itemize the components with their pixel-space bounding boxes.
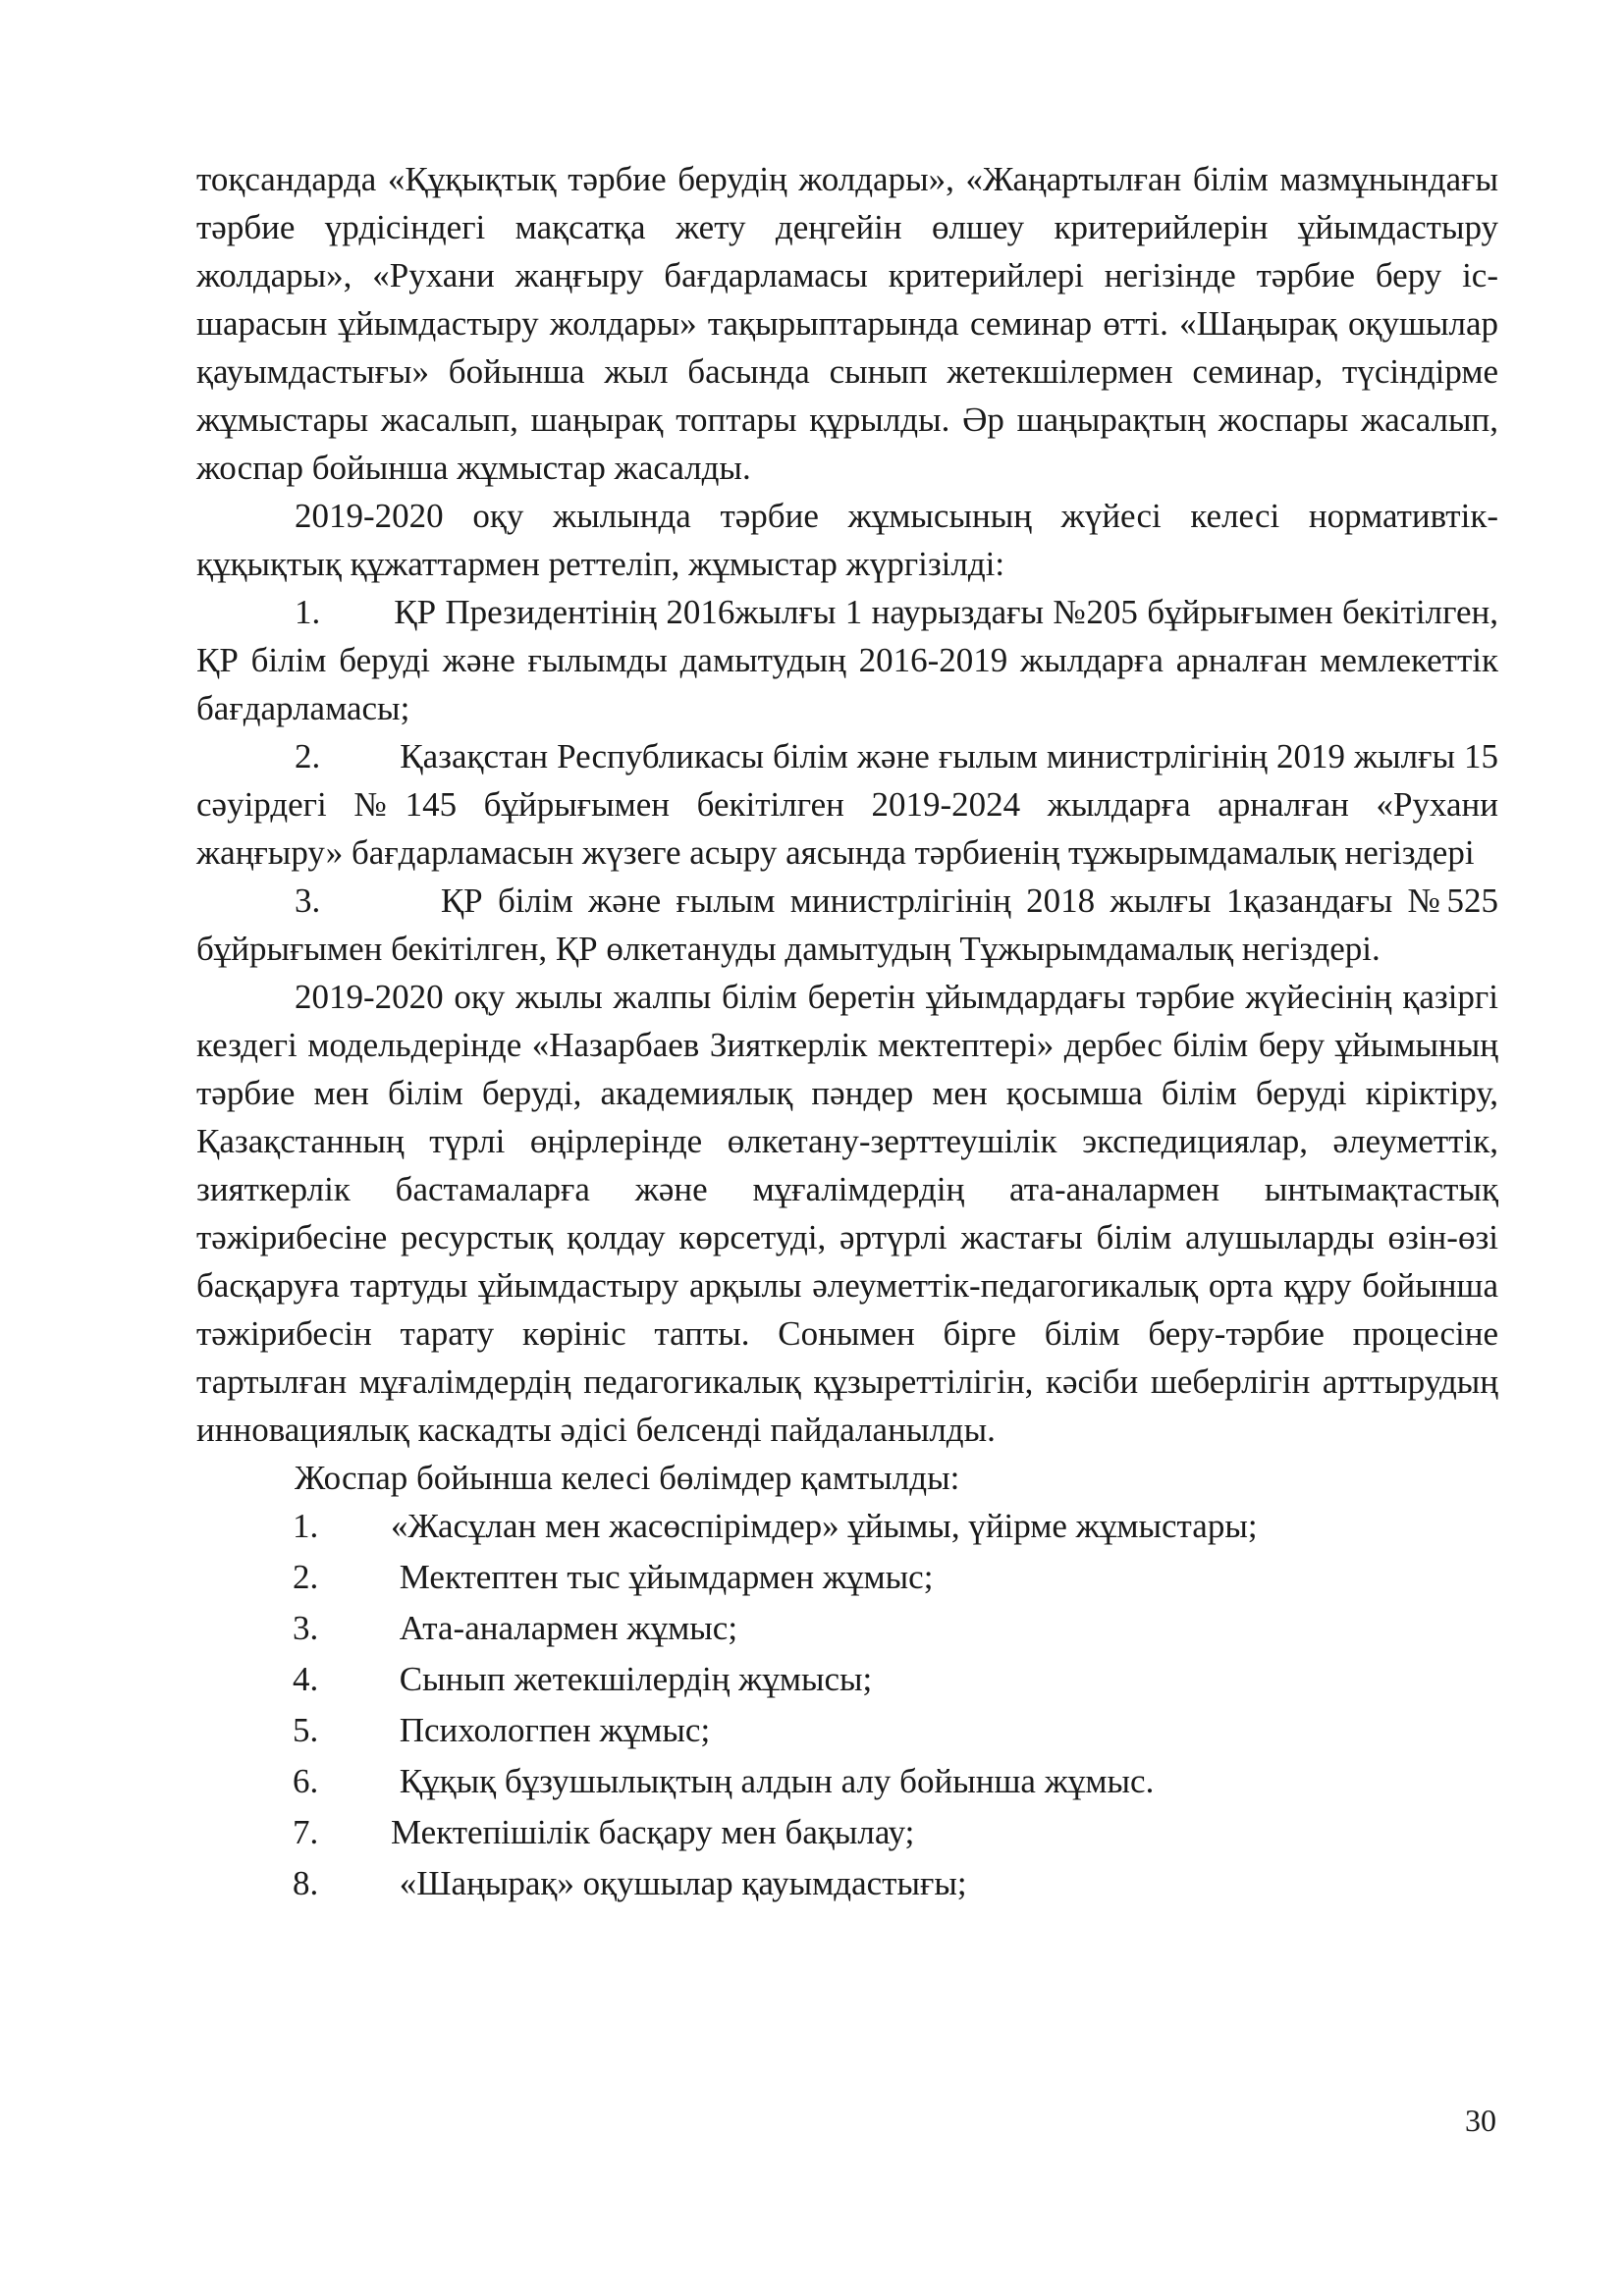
list-item-number: 7.: [293, 1813, 319, 1851]
list-item-text: Ата-аналармен жұмыс;: [391, 1609, 738, 1647]
list-item-text: Құқық бұзушылықтың алдын алу бойынша жұмыс.: [391, 1762, 1155, 1800]
paragraph-plan-intro: Жоспар бойынша келесі бөлімдер қамтылды:: [295, 1459, 960, 1497]
list-item: [196, 1757, 1498, 1805]
list-item-text: Сынып жетекшілердің жұмысы;: [391, 1660, 873, 1698]
list-item-text: Мектепішілік басқару мен бақылау;: [391, 1813, 915, 1851]
paragraph-regulation-1: 1. ҚР Президентінің 2016жылғы 1 наурыздағы №205 бұйрығымен бекітілген, ҚР білім беруді және ғылымды дамытудың 2016-2019 жылдарға арналған мемлекеттік бағдарламасы;: [196, 593, 1498, 727]
document-page: [196, 155, 1498, 1910]
plan-sections-list: [196, 1502, 1498, 1907]
list-item: [196, 1553, 1498, 1601]
list-item-number: 5.: [293, 1711, 319, 1749]
list-item-text: Психологпен жұмыс;: [391, 1711, 711, 1749]
list-item: [196, 1808, 1498, 1856]
list-item: [196, 1655, 1498, 1703]
paragraph-models: 2019-2020 оқу жылы жалпы білім беретін ұйымдардағы тәрбие жүйесінің қазіргі кездегі модельдерінде «Назарбаев Зияткерлік мектептері» дербес білім беру ұйымының тәрбие мен білім беруді, академиялық пәндер мен қосымша білім беруді кіріктіру, Қазақстанның түрлі өңірлерінде өлкетану-зерттеушілік экспедициялар, әлеуметтік, зияткерлік бастамаларға және мұғалімдердің ата-аналармен ынтымақтастық тәжірибесіне ресурстық қолдау көрсетуді, әртүрлі жастағы білім алушыларды өзін-өзі басқаруға тартуды ұйымдастыру арқылы әлеуметтік-педагогикалық орта құру бойынша тәжірибесін тарату көрініс тапты. Сонымен бірге білім беру-тәрбие процесіне тартылған мұғалімдердің педагогикалық құзыреттілігін, кәсіби шеберлігін арттырудың инновациялық каскадты әдісі белсенді пайдаланылды.: [196, 978, 1498, 1449]
list-item: [196, 1859, 1498, 1907]
list-item-number: 2.: [293, 1558, 319, 1596]
paragraph-regulation-3: 3. ҚР білім және ғылым министрлігінің 2018 жылғы 1қазандағы №525 бұйрығымен бекітілген, ҚР өлкетануды дамытудың Тұжырымдамалық негіздері.: [196, 881, 1498, 968]
list-item-number: 8.: [293, 1864, 319, 1902]
list-item: [196, 1706, 1498, 1754]
list-item-number: 1.: [293, 1507, 319, 1545]
list-item-number: 3.: [293, 1609, 319, 1647]
paragraph-seminars: тоқсандарда «Құқықтық тәрбие берудің жолдары», «Жаңартылған білім мазмұнындағы тәрбие үрдісіндегі мақсатқа жету деңгейін өлшеу критерийлерін ұйымдастыру жолдары», «Рухани жаңғыру бағдарламасы критерийлері негізінде тәрбие беру іс-шарасын ұйымдастыру жолдары» тақырыптарында семинар өтті. «Шаңырақ оқушылар қауымдастығы» бойынша жыл басында сынып жетекшілермен семинар, түсіндірме жұмыстары жасалып, шаңырақ топтары құрылды. Әр шаңырақтың жоспары жасалып, жоспар бойынша жұмыстар жасалды.: [196, 160, 1498, 487]
page-number: 30: [1465, 2103, 1496, 2138]
list-item-text: «Шаңырақ» оқушылар қауымдастығы;: [391, 1864, 967, 1902]
list-item-number: 6.: [293, 1762, 319, 1800]
list-item-text: «Жасұлан мен жасөспірімдер» ұйымы, үйірме жұмыстары;: [391, 1507, 1258, 1545]
paragraph-regulations-intro: 2019-2020 оқу жылында тәрбие жұмысының жүйесі келесі нормативтік-құқықтық құжаттармен реттеліп, жұмыстар жүргізілді:: [196, 497, 1498, 583]
list-item-number: 4.: [293, 1660, 319, 1698]
list-item: [196, 1502, 1498, 1550]
list-item: [196, 1604, 1498, 1652]
paragraph-regulation-2: 2. Қазақстан Республикасы білім және ғылым министрлігінің 2019 жылғы 15 сәуірдегі №145 бұйрығымен бекітілген 2019-2024 жылдарға арналған «Рухани жаңғыру» бағдарламасын жүзеге асыру аясында тәрбиенің тұжырымдамалық негіздері: [196, 737, 1498, 872]
list-item-text: Мектептен тыс ұйымдармен жұмыс;: [391, 1558, 934, 1596]
